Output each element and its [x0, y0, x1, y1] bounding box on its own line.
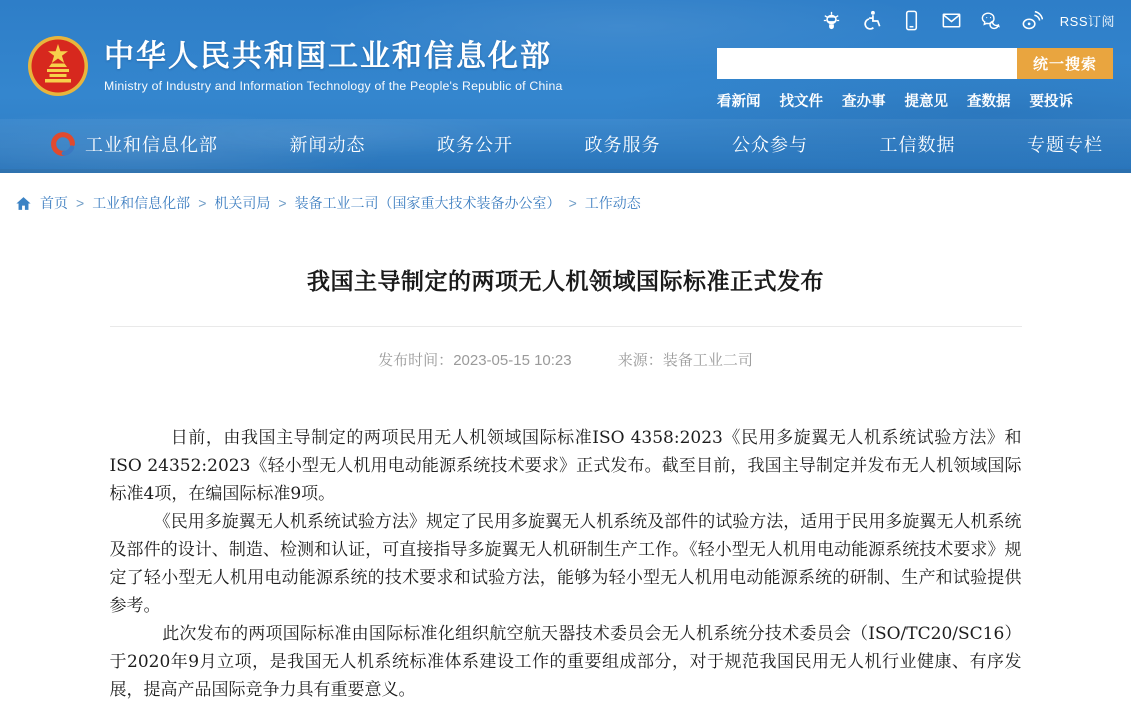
breadcrumb-departments[interactable]: 机关司局 — [214, 195, 271, 211]
article-body — [110, 424, 1022, 704]
breadcrumb — [15, 193, 1131, 213]
main-nav — [0, 119, 1131, 173]
article-paragraph: 此次发布的两项国际标准由国际标准化组织航空航天器技术委员会无人机系统分技术委员会（ISO/TC20/SC16）于2020年9月立项，是我国无人机系统标准体系建设工作的重要组成部分，对于规范我国民用无人机行业健康、有序发展，提高产品国际竞争力具有重要意义。 — [109, 624, 1022, 700]
unified-search-button[interactable]: 统一搜索 — [1017, 48, 1113, 79]
site-title: 中华人民共和国工业和信息化部 — [104, 39, 552, 73]
rss-subscribe-link[interactable]: RSS订阅 — [1059, 13, 1115, 29]
quick-link-documents[interactable]: 找文件 — [779, 94, 823, 110]
article-title: 我国主导制定的两项无人机领域国际标准正式发布 — [307, 268, 824, 294]
breadcrumb-miit[interactable]: 工业和信息化部 — [92, 195, 191, 211]
mail-icon[interactable] — [940, 8, 964, 32]
wechat-icon[interactable] — [980, 8, 1004, 32]
publish-time — [378, 352, 571, 369]
quick-link-data[interactable]: 查数据 — [967, 94, 1011, 110]
breadcrumb-separator: > — [278, 195, 287, 211]
ai-assistant-icon[interactable] — [820, 8, 844, 32]
weibo-icon[interactable] — [1020, 8, 1044, 32]
publish-time-label: 发布时间： — [378, 352, 454, 369]
article-paragraph: 《民用多旋翼无人机系统试验方法》规定了民用多旋翼无人机系统及部件的试验方法，适用于民用多旋翼无人机系统及部件的设计、制造、检测和认证，可直接指导多旋翼无人机研制生产工作。《轻小型无人机用电动能源系统技术要求》规定了轻小型无人机用电动能源系统的技术要求和试验方法，能够为轻小型无人机用电动能源系统的研制、生产和试验提供参考。 — [109, 512, 1022, 616]
breadcrumb-separator: > — [198, 195, 207, 211]
breadcrumb-work-news[interactable]: 工作动态 — [584, 195, 641, 211]
nav-item-gov-services[interactable]: 政务服务 — [584, 135, 661, 155]
nav-item-special-topics[interactable]: 专题专栏 — [1027, 135, 1103, 155]
nav-item-news[interactable]: 新闻动态 — [289, 135, 366, 155]
search-area — [717, 48, 1113, 111]
nav-item-public-participation[interactable]: 公众参与 — [732, 135, 808, 155]
breadcrumb-separator: > — [76, 195, 85, 211]
article-source — [618, 352, 753, 369]
quick-link-complaint[interactable]: 要投诉 — [1029, 94, 1073, 110]
source-value: 装备工业二司 — [662, 352, 753, 369]
breadcrumb-equipment-industry-2[interactable]: 装备工业二司（国家重大技术装备办公室） — [294, 195, 561, 211]
article-meta — [110, 349, 1022, 370]
breadcrumb-home[interactable]: 首页 — [40, 195, 68, 211]
source-label: 来源： — [617, 352, 663, 369]
quick-link-services[interactable]: 查办事 — [842, 94, 886, 110]
accessibility-icon[interactable] — [860, 8, 884, 32]
home-icon — [15, 195, 32, 212]
quick-link-news[interactable]: 看新闻 — [717, 94, 761, 110]
miit-swirl-logo-icon — [48, 129, 78, 159]
nav-item-miit[interactable]: 工业和信息化部 — [85, 135, 218, 155]
national-emblem-logo — [26, 34, 90, 98]
site-subtitle: Ministry of Industry and Information Technology of the People's Republic of China — [104, 78, 563, 93]
site-header — [0, 0, 1131, 173]
mobile-icon[interactable] — [900, 8, 924, 32]
quick-links — [717, 90, 1113, 111]
quick-link-feedback[interactable]: 提意见 — [904, 94, 948, 110]
article — [110, 263, 1022, 704]
nav-item-miit-data[interactable]: 工信数据 — [879, 135, 956, 155]
title-divider — [110, 326, 1022, 327]
topbar — [820, 8, 1115, 32]
breadcrumb-separator: > — [568, 195, 577, 211]
publish-time-value: 2023-05-15 10:23 — [453, 352, 572, 369]
brand — [26, 34, 563, 98]
article-paragraph: 日前，由我国主导制定的两项民用无人机领域国际标准ISO 4358:2023《民用多旋翼无人机系统试验方法》和ISO 24352:2023《轻小型无人机用电动能源系统技术要求》正式发布。截至目前，我国主导制定并发布无人机领域国际标准4项，在编国际标准9项。 — [109, 428, 1022, 504]
nav-item-gov-disclosure[interactable]: 政务公开 — [437, 135, 513, 155]
search-input[interactable] — [717, 48, 1017, 79]
